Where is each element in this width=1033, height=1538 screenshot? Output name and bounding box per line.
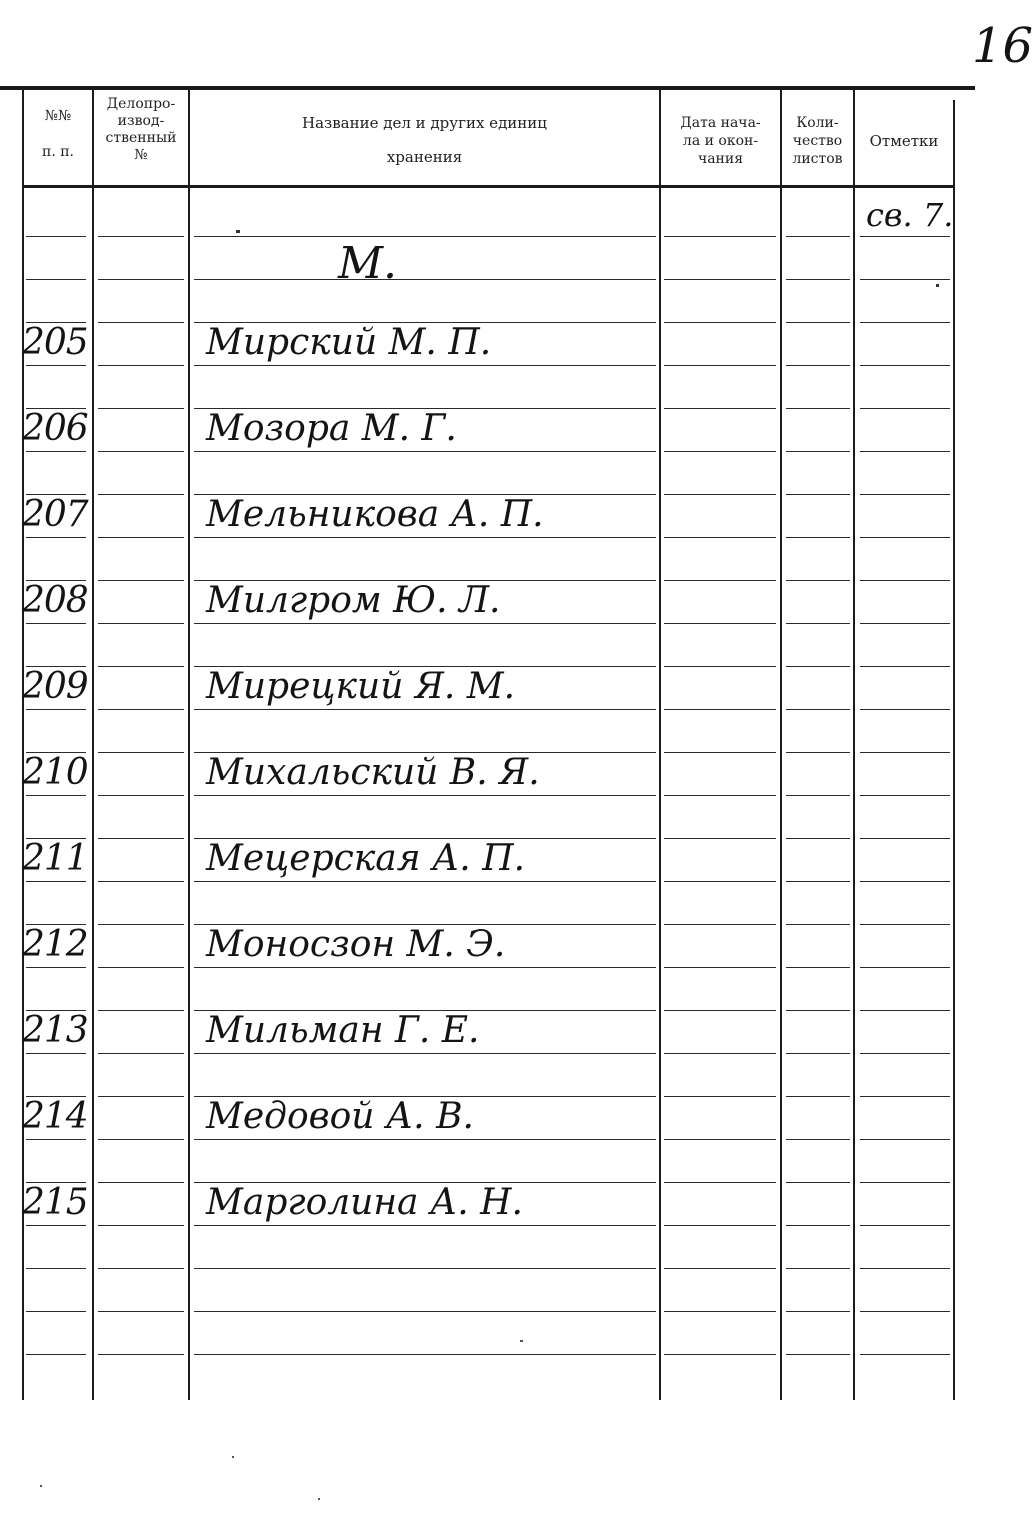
entry-number: 213: [22, 1010, 88, 1051]
ruled-line: [786, 494, 850, 495]
ruled-line: [98, 1354, 184, 1355]
header-sheets-line2: чество: [792, 133, 843, 149]
ruled-line: [98, 838, 184, 839]
ruled-line: [860, 1096, 950, 1097]
ruled-line: [194, 1354, 656, 1355]
ruled-line: [860, 365, 950, 366]
ruled-line: [194, 537, 656, 538]
entry-number: 207: [22, 494, 88, 535]
entry-name: Моносзон М. Э.: [206, 924, 506, 965]
column-divider-right: [953, 100, 955, 1400]
ruled-line: [860, 1311, 950, 1312]
header-number-line1: №№: [44, 108, 72, 124]
ruled-line: [26, 1354, 86, 1355]
header-dates-line3: чания: [697, 151, 744, 167]
ruled-line: [860, 881, 950, 882]
ruled-line: [664, 1311, 776, 1312]
ruled-line: [98, 365, 184, 366]
section-letter: М.: [338, 238, 398, 289]
ruled-line: [786, 967, 850, 968]
ruled-line: [860, 795, 950, 796]
ruled-line: [26, 623, 86, 624]
ruled-line: [26, 236, 86, 237]
ruled-line: [664, 967, 776, 968]
ruled-line: [664, 365, 776, 366]
ruled-line: [194, 1053, 656, 1054]
ruled-line: [98, 322, 184, 323]
ruled-line: [98, 408, 184, 409]
ruled-line: [194, 1268, 656, 1269]
ruled-line: [664, 1139, 776, 1140]
ruled-line: [786, 451, 850, 452]
page-number: 16: [972, 18, 1033, 74]
ruled-line: [664, 1354, 776, 1355]
ruled-line: [26, 1053, 86, 1054]
ruled-line: [194, 709, 656, 710]
ruled-line: [98, 623, 184, 624]
ruled-line: [98, 1225, 184, 1226]
ruled-line: [98, 967, 184, 968]
entry-name: Медовой А. В.: [206, 1096, 474, 1137]
ruled-line: [786, 795, 850, 796]
ruled-line: [786, 1096, 850, 1097]
ruled-line: [98, 1139, 184, 1140]
ruled-line: [786, 881, 850, 882]
entry-name: Мельникова А. П.: [206, 494, 544, 535]
ruled-line: [194, 881, 656, 882]
ruled-line: [786, 365, 850, 366]
ruled-line: [786, 236, 850, 237]
header-number-line2: п. п.: [41, 144, 74, 160]
ruled-line: [860, 1139, 950, 1140]
ruled-line: [194, 967, 656, 968]
ruled-line: [786, 537, 850, 538]
ruled-line: [98, 795, 184, 796]
header-dates-column: [661, 114, 780, 168]
ruled-line: [26, 537, 86, 538]
ruled-line: [98, 451, 184, 452]
ruled-line: [26, 1139, 86, 1140]
ruled-line: [860, 709, 950, 710]
ruled-line: [26, 795, 86, 796]
ruled-line: [98, 1268, 184, 1269]
ruled-line: [194, 365, 656, 366]
entry-name: Милгром Ю. Л.: [206, 580, 501, 621]
column-divider-dates: [659, 88, 661, 1400]
ruled-line: [664, 881, 776, 882]
entry-name: Марголина А. Н.: [206, 1182, 523, 1223]
header-office-line2: извод-: [117, 113, 165, 129]
ruled-line: [98, 1096, 184, 1097]
ruled-line: [664, 1182, 776, 1183]
table-top-rule: [0, 86, 975, 90]
ruled-line: [786, 666, 850, 667]
ruled-line: [664, 580, 776, 581]
ruled-line: [860, 494, 950, 495]
ruled-line: [98, 279, 184, 280]
ruled-line: [664, 1225, 776, 1226]
ruled-line: [786, 709, 850, 710]
ruled-line: [786, 1268, 850, 1269]
ruled-line: [98, 580, 184, 581]
paper-speck: [232, 1456, 234, 1458]
ruled-line: [860, 924, 950, 925]
ruled-line: [664, 795, 776, 796]
ruled-line: [664, 709, 776, 710]
ruled-line: [860, 408, 950, 409]
entry-name: Михальский В. Я.: [206, 752, 540, 793]
ruled-line: [26, 881, 86, 882]
header-office-line1: Делопро-: [106, 96, 176, 112]
entry-number: 208: [22, 580, 88, 621]
header-title-line2: хранения: [386, 148, 463, 166]
ruled-line: [664, 623, 776, 624]
ruled-line: [26, 1268, 86, 1269]
ruled-line: [194, 795, 656, 796]
ruled-line: [98, 666, 184, 667]
entry-name: Мирецкий Я. М.: [206, 666, 516, 707]
ruled-line: [664, 1010, 776, 1011]
paper-speck: [236, 230, 240, 233]
ruled-line: [194, 1225, 656, 1226]
ruled-line: [786, 838, 850, 839]
column-divider-sheets: [780, 88, 782, 1400]
entry-name: Мильман Г. Е.: [206, 1010, 480, 1051]
ruled-line: [98, 752, 184, 753]
header-office-line3: ственный: [105, 130, 177, 146]
ruled-line: [860, 279, 950, 280]
ruled-line: [860, 1010, 950, 1011]
ruled-line: [860, 537, 950, 538]
ruled-line: [860, 666, 950, 667]
ruled-line: [786, 1139, 850, 1140]
ruled-line: [860, 451, 950, 452]
ruled-line: [860, 838, 950, 839]
ruled-line: [860, 1354, 950, 1355]
ruled-line: [26, 709, 86, 710]
column-divider-notes: [853, 88, 855, 1400]
ruled-line: [860, 580, 950, 581]
ruled-line: [786, 1225, 850, 1226]
ruled-line: [786, 924, 850, 925]
ruled-line: [98, 924, 184, 925]
ruled-line: [860, 1053, 950, 1054]
ruled-line: [98, 537, 184, 538]
ruled-line: [786, 1010, 850, 1011]
ruled-line: [664, 408, 776, 409]
ruled-line: [786, 1182, 850, 1183]
entry-number: 214: [22, 1096, 88, 1137]
ruled-line: [194, 623, 656, 624]
ruled-line: [664, 666, 776, 667]
ruled-line: [860, 322, 950, 323]
ruled-line: [664, 752, 776, 753]
ruled-line: [194, 1311, 656, 1312]
ruled-line: [786, 1053, 850, 1054]
ruled-line: [664, 924, 776, 925]
column-divider-office: [92, 88, 94, 1400]
entry-number: 205: [22, 322, 88, 363]
ruled-line: [26, 967, 86, 968]
header-title-line1: Название дел и других единиц: [302, 114, 547, 132]
ruled-line: [860, 1268, 950, 1269]
ruled-line: [194, 451, 656, 452]
entry-name: Мозора М. Г.: [206, 408, 457, 449]
header-number-column: [24, 106, 92, 162]
paper-speck: [936, 284, 939, 287]
ruled-line: [664, 1268, 776, 1269]
header-dates-line1: Дата нача-: [680, 115, 761, 131]
entry-name: Мецерская А. П.: [206, 838, 526, 879]
header-office-column: [94, 96, 188, 164]
ruled-line: [786, 1354, 850, 1355]
ruled-line: [786, 322, 850, 323]
ruled-line: [98, 494, 184, 495]
ruled-line: [194, 236, 656, 237]
ruled-line: [194, 279, 656, 280]
ruled-line: [786, 580, 850, 581]
paper-speck: [40, 1485, 42, 1487]
paper-speck: [520, 1340, 523, 1342]
ruled-line: [786, 1311, 850, 1312]
ruled-line: [98, 1182, 184, 1183]
ruled-line: [26, 1225, 86, 1226]
header-bottom-rule: [22, 185, 954, 188]
ruled-line: [98, 1053, 184, 1054]
ruled-line: [664, 537, 776, 538]
ruled-line: [664, 236, 776, 237]
ruled-line: [860, 236, 950, 237]
paper-speck: [318, 1498, 320, 1500]
entry-name: Мирский М. П.: [206, 322, 492, 363]
ruled-line: [786, 623, 850, 624]
ruled-line: [664, 1096, 776, 1097]
column-divider-title: [188, 88, 190, 1400]
entry-number: 206: [22, 408, 88, 449]
ruled-line: [98, 236, 184, 237]
ruled-line: [860, 623, 950, 624]
ruled-line: [786, 279, 850, 280]
ruled-line: [664, 279, 776, 280]
entry-number: 211: [22, 838, 88, 879]
entry-number: 212: [22, 924, 88, 965]
ruled-line: [664, 322, 776, 323]
ruled-line: [664, 1053, 776, 1054]
header-notes-label: Отметки: [869, 132, 939, 150]
ruled-line: [786, 408, 850, 409]
ruled-line: [26, 279, 86, 280]
entry-number: 215: [22, 1182, 88, 1223]
entry-number: 209: [22, 666, 88, 707]
ruled-line: [194, 1139, 656, 1140]
ruled-line: [860, 1225, 950, 1226]
ruled-line: [98, 1311, 184, 1312]
ruled-line: [98, 1010, 184, 1011]
ruled-line: [664, 451, 776, 452]
header-sheets-line1: Коли-: [796, 115, 839, 131]
ruled-line: [98, 709, 184, 710]
header-notes-column: [855, 132, 953, 150]
header-title-column: [190, 112, 659, 168]
ruled-line: [26, 1311, 86, 1312]
ruled-line: [860, 752, 950, 753]
entry-number: 210: [22, 752, 88, 793]
ruled-line: [664, 494, 776, 495]
ruled-line: [26, 451, 86, 452]
header-dates-line2: ла и окон-: [682, 133, 759, 149]
ruled-line: [98, 881, 184, 882]
ruled-line: [860, 1182, 950, 1183]
ruled-line: [26, 365, 86, 366]
ruled-line: [786, 752, 850, 753]
header-sheets-line3: листов: [792, 151, 843, 167]
ruled-line: [860, 967, 950, 968]
header-sheets-column: [782, 114, 853, 168]
header-office-line4: №: [134, 147, 148, 163]
notes-box-number: св. 7.: [866, 196, 954, 234]
ruled-line: [664, 838, 776, 839]
